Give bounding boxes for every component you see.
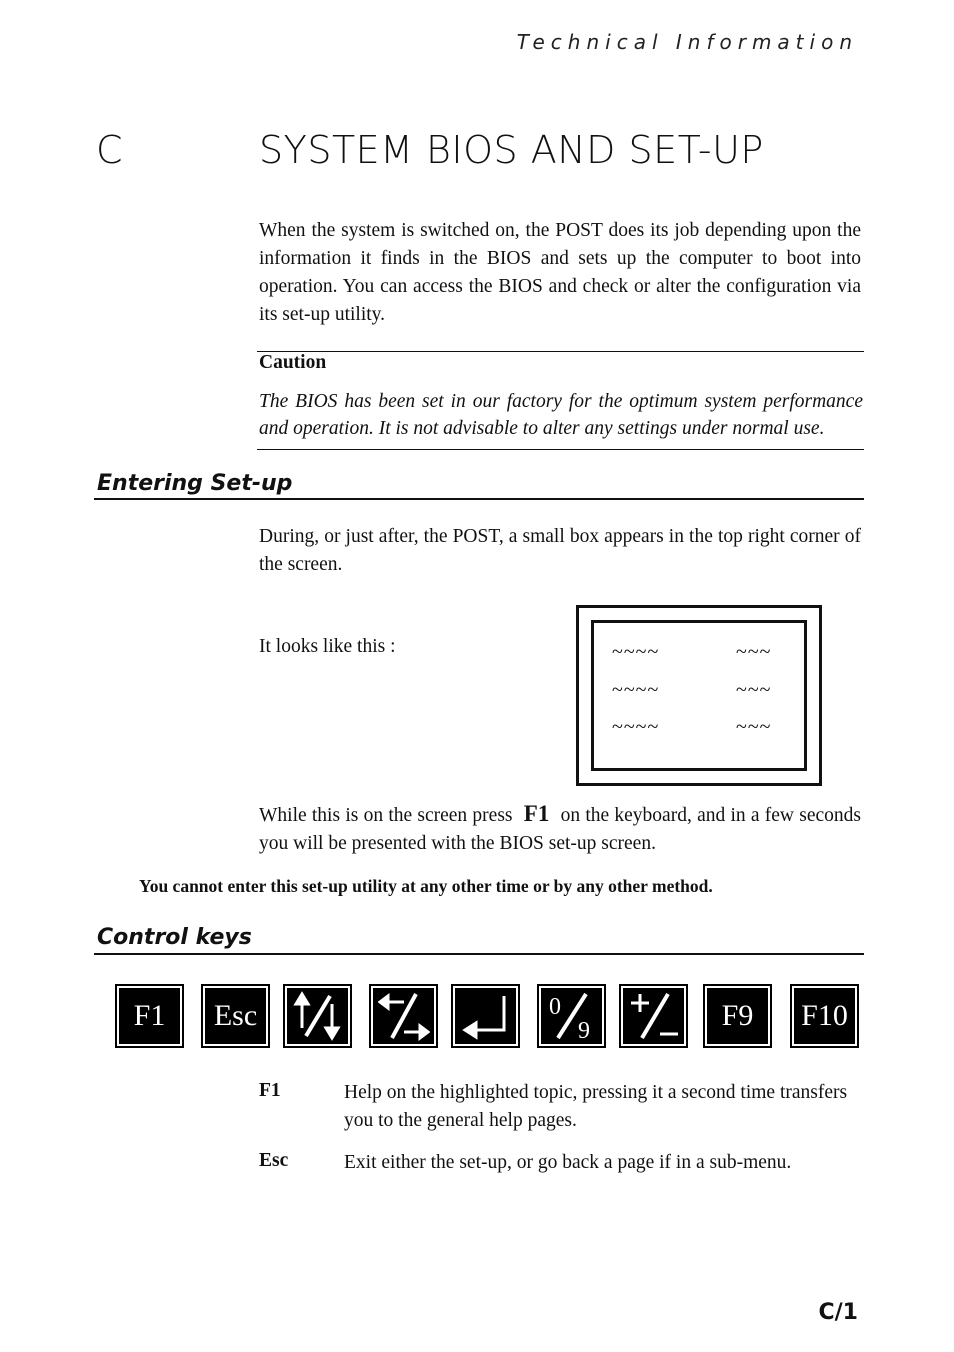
setup-access-note: You cannot enter this set-up utility at any other time or by any other method. xyxy=(139,876,713,896)
chapter-title: SYSTEM BIOS AND SET-UP xyxy=(259,128,764,172)
post-box-inner-frame xyxy=(591,620,807,771)
caution-label: Caution xyxy=(259,352,327,373)
caution-text: The BIOS has been set in our factory for the optimum system performance and operation. It is not advisable to alter any settings under normal use. xyxy=(259,391,863,439)
section-rule-control-keys xyxy=(94,953,864,955)
svg-text:9: 9 xyxy=(577,1018,590,1042)
box-line-1-right: ~~~ xyxy=(736,641,772,663)
f1-key-icon: F1 xyxy=(115,984,184,1048)
press-before-text: While this is on the screen press xyxy=(259,805,513,826)
post-box-illustration xyxy=(576,605,822,786)
definition-text-f1: Help on the highlighted topic, pressing it a second time transfers you to the general help pages. xyxy=(344,1082,848,1131)
press-after-text: on the keyboard, and in a few seconds you will be presented with the BIOS set-up screen. xyxy=(259,805,862,854)
page-number: C/1 xyxy=(818,1300,858,1325)
chapter-letter: C xyxy=(96,128,123,172)
zero-nine-key-icon xyxy=(537,984,606,1048)
svg-text:0: 0 xyxy=(548,994,561,1020)
definition-key-esc: Esc xyxy=(259,1150,289,1171)
plus-minus-key-icon xyxy=(619,984,688,1048)
box-line-3-left: ~~~~ xyxy=(612,716,660,738)
box-line-1-left: ~~~~ xyxy=(612,641,660,663)
up-down-arrow-key-icon xyxy=(283,984,352,1048)
esc-key-icon: Esc xyxy=(201,984,270,1048)
box-line-2-right: ~~~ xyxy=(736,679,772,701)
section-heading-entering-setup: Entering Set-up xyxy=(97,471,293,496)
definition-text-esc: Exit either the set-up, or go back a page if in a sub-menu. xyxy=(344,1152,792,1173)
caution-top-rule xyxy=(257,351,864,352)
box-line-3-right: ~~~ xyxy=(736,716,772,738)
press-key-f1: F1 xyxy=(523,801,550,826)
f9-key-icon: F9 xyxy=(703,984,772,1048)
running-header: Technical Information xyxy=(516,30,858,54)
section-rule-entering-setup xyxy=(94,498,864,500)
caution-bottom-rule xyxy=(257,449,864,450)
left-right-arrow-key-icon xyxy=(369,984,438,1048)
entering-paragraph: During, or just after, the POST, a small box appears in the top right corner of the screen. xyxy=(259,526,861,575)
definition-key-f1: F1 xyxy=(259,1080,281,1101)
f10-key-icon: F10 xyxy=(790,984,859,1048)
press-f1-paragraph xyxy=(259,800,861,858)
enter-key-icon xyxy=(451,984,520,1048)
looks-like-label: It looks like this : xyxy=(259,636,396,657)
intro-paragraph: When the system is switched on, the POST does its job depending upon the information it finds in the BIOS and sets up the computer to boot into operation. You can access the BIOS and check or alter the configuration via its set-up utility. xyxy=(259,220,861,325)
box-line-2-left: ~~~~ xyxy=(612,679,660,701)
section-heading-control-keys: Control keys xyxy=(97,925,252,950)
